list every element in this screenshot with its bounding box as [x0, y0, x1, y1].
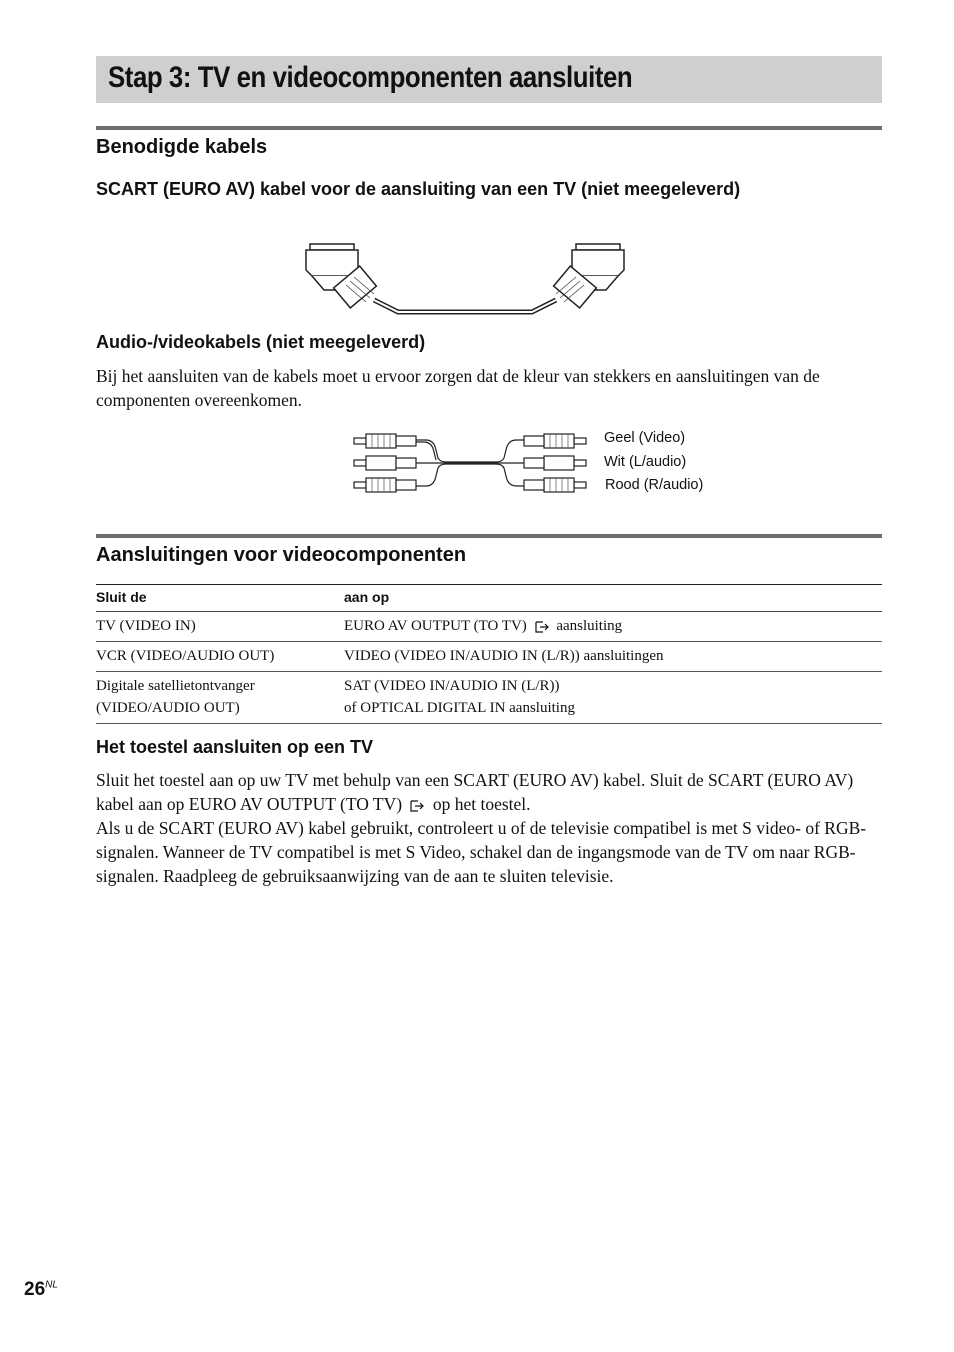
- av-heading: Audio-/videokabels (niet meegeleverd): [96, 332, 426, 352]
- table-header-row: [96, 585, 882, 612]
- page-language: NL: [45, 1279, 58, 1291]
- title-bar: [96, 56, 882, 103]
- cell-line: of OPTICAL DIGITAL IN aansluiting: [344, 700, 575, 716]
- table-cell: [96, 672, 344, 724]
- connections-table: [96, 584, 882, 724]
- av-text: Bij het aansluiten van de kabels moet u ervoor zorgen dat de kleur van stekkers en aansluitingen van de componenten overeenkomen.: [96, 366, 820, 410]
- table-cell: VCR (VIDEO/AUDIO OUT): [96, 642, 344, 672]
- section-heading-cables: Benodigde kabels: [96, 136, 268, 158]
- paragraph-text: op het toestel.: [432, 794, 531, 814]
- cell-line: Digitale satellietontvanger: [96, 678, 255, 694]
- tv-connect-paragraph-1: [96, 768, 882, 816]
- cell-line: (VIDEO/AUDIO OUT): [96, 700, 240, 716]
- table-row: [96, 642, 882, 672]
- label-white-audio: Wit (L/audio): [604, 454, 687, 470]
- output-arrow-icon: [408, 799, 426, 813]
- scart-heading: SCART (EURO AV) kabel voor de aansluiting van een TV (niet meegeleverd): [96, 179, 741, 199]
- cell-line: SAT (VIDEO IN/AUDIO IN (L/R)): [344, 678, 560, 694]
- page-title: Stap 3: TV en videocomponenten aansluiten: [108, 61, 633, 94]
- cell-text: EURO AV OUTPUT (TO TV): [344, 618, 527, 634]
- table-cell: VIDEO (VIDEO IN/AUDIO IN (L/R)) aansluitingen: [344, 642, 882, 672]
- page-number-value: 26: [24, 1279, 46, 1300]
- cell-text: aansluiting: [556, 618, 623, 634]
- tv-connect-heading: Het toestel aansluiten op een TV: [96, 737, 374, 757]
- paragraph-text: Sluit het toestel aan op uw TV met behulp van een SCART (EURO AV) kabel. Sluit de SCART (EURO AV) kabel aan op EURO AV OUTPUT (TO TV): [96, 770, 854, 814]
- scart-cable-illustration: [300, 240, 640, 320]
- table-header: aan op: [344, 585, 882, 612]
- table-cell: [344, 612, 882, 642]
- table-header: Sluit de: [96, 585, 344, 612]
- label-yellow-video: Geel (Video): [604, 430, 686, 446]
- label-red-audio: Rood (R/audio): [605, 477, 704, 493]
- section-divider: [96, 126, 882, 130]
- output-arrow-icon: [533, 620, 551, 634]
- av-cable-illustration: [350, 428, 590, 500]
- table-cell: TV (VIDEO IN): [96, 612, 344, 642]
- table-cell: [344, 672, 882, 724]
- table-row: [96, 672, 882, 724]
- table-row: [96, 612, 882, 642]
- section-divider: [96, 534, 882, 538]
- tv-connect-paragraph-2: Als u de SCART (EURO AV) kabel gebruikt, controleert u of de televisie compatibel is met S video- of RGB-signalen. Wanneer de TV compatibel is met S Video, schakel dan de ingangsmode van de TV om naar RGB-signalen. Raadpleeg de gebruiksaanwijzing van de aan te sluiten televisie.: [96, 818, 867, 886]
- section-heading-connections: Aansluitingen voor videocomponenten: [96, 544, 467, 566]
- page-number: [24, 1279, 58, 1301]
